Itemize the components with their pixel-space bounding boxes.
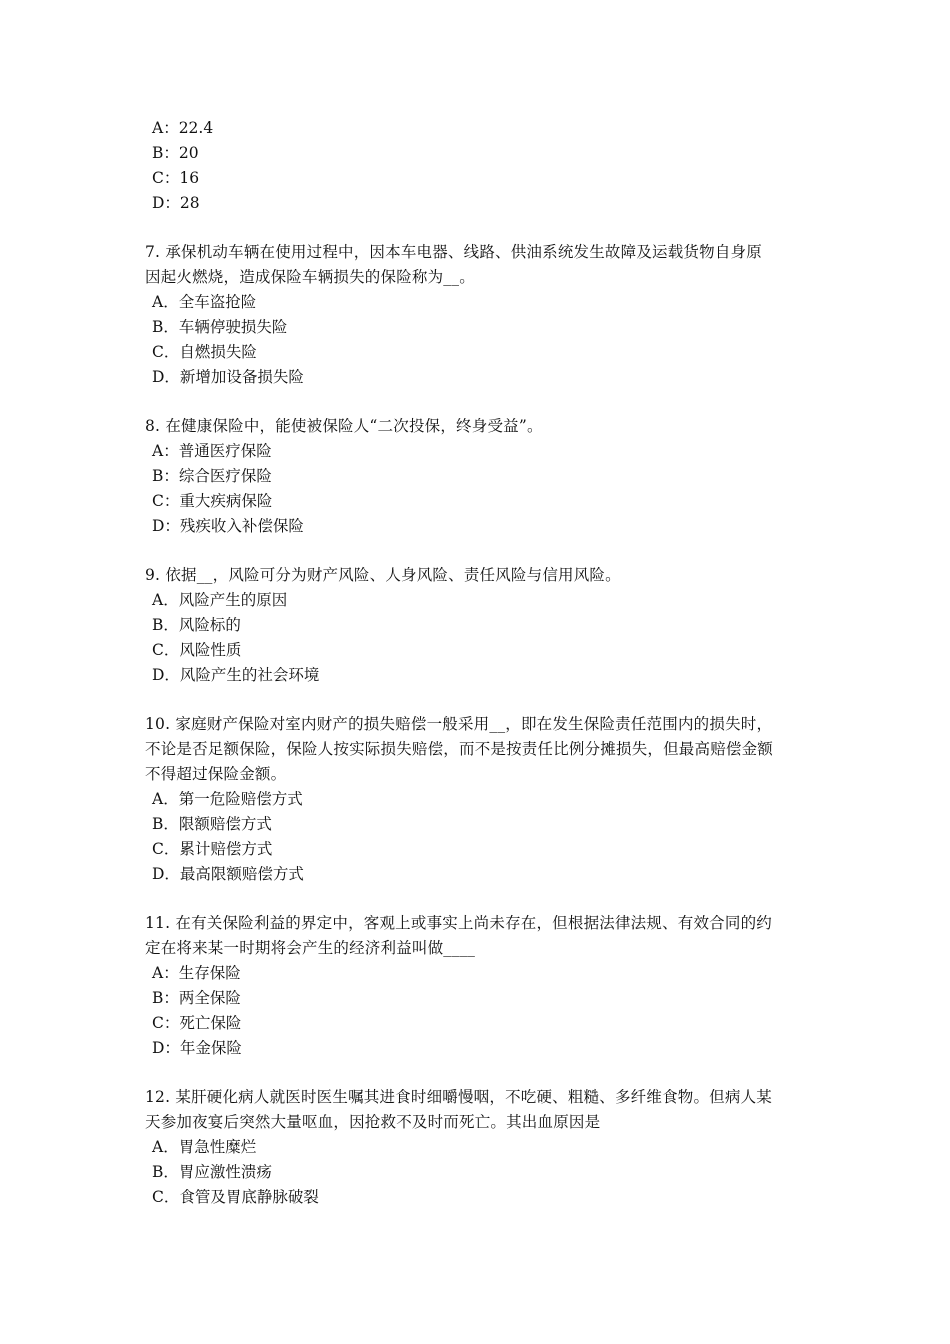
question-7 bbox=[145, 240, 815, 390]
option-c: C：死亡保险 bbox=[152, 1014, 242, 1032]
option-b: B．车辆停驶损失险 bbox=[152, 318, 288, 336]
option-a: A：生存保险 bbox=[152, 964, 241, 982]
option-b: B．胃应激性溃疡 bbox=[152, 1163, 272, 1181]
option-c: C．食管及胃底静脉破裂 bbox=[152, 1188, 319, 1206]
question-8 bbox=[145, 414, 815, 539]
question-block-6-options bbox=[145, 116, 815, 216]
question-11 bbox=[145, 911, 815, 1061]
question-stem-line: 不得超过保险金额。 bbox=[145, 765, 287, 783]
option-c: C：16 bbox=[152, 169, 200, 187]
question-stem-line: 9. 依据__，风险可分为财产风险、人身风险、责任风险与信用风险。 bbox=[145, 566, 621, 584]
option-b: B：综合医疗保险 bbox=[152, 467, 272, 485]
question-12 bbox=[145, 1085, 815, 1210]
option-a: A．风险产生的原因 bbox=[152, 591, 288, 609]
option-d: D：残疾收入补偿保险 bbox=[152, 517, 304, 535]
option-a: A．全车盗抢险 bbox=[152, 293, 257, 311]
option-c: C．累计赔偿方式 bbox=[152, 840, 273, 858]
option-c: C．自燃损失险 bbox=[152, 343, 257, 361]
question-9 bbox=[145, 563, 815, 688]
question-stem-line: 因起火燃烧，造成保险车辆损失的保险称为__。 bbox=[145, 268, 475, 286]
option-b: B：20 bbox=[152, 144, 199, 162]
question-stem-line: 12. 某肝硬化病人就医时医生嘱其进食时细嚼慢咽，不吃硬、粗糙、多纤维食物。但病人某 bbox=[145, 1088, 772, 1106]
option-c: C：重大疾病保险 bbox=[152, 492, 273, 510]
question-stem-line: 不论是否足额保险，保险人按实际损失赔偿，而不是按责任比例分摊损失，但最高赔偿金额 bbox=[145, 740, 774, 758]
option-b: B：两全保险 bbox=[152, 989, 241, 1007]
option-a: A．第一危险赔偿方式 bbox=[152, 790, 303, 808]
option-c: C．风险性质 bbox=[152, 641, 242, 659]
option-d: D．新增加设备损失险 bbox=[152, 368, 304, 386]
option-d: D．风险产生的社会环境 bbox=[152, 666, 320, 684]
question-stem-line: 7. 承保机动车辆在使用过程中，因本车电器、线路、供油系统发生故障及运载货物自身原 bbox=[145, 243, 762, 261]
option-a: A：22.4 bbox=[152, 119, 214, 137]
option-d: D：年金保险 bbox=[152, 1039, 242, 1057]
question-stem-line: 10. 家庭财产保险对室内财产的损失赔偿一般采用__，即在发生保险责任范围内的损失时， bbox=[145, 715, 773, 733]
question-list bbox=[145, 116, 815, 1210]
option-b: B．风险标的 bbox=[152, 616, 241, 634]
option-d: D．最高限额赔偿方式 bbox=[152, 865, 304, 883]
question-stem-line: 定在将来某一时期将会产生的经济利益叫做____ bbox=[145, 939, 476, 957]
question-stem-line: 天参加夜宴后突然大量呕血，因抢救不及时而死亡。其出血原因是 bbox=[145, 1113, 601, 1131]
option-d: D：28 bbox=[152, 194, 200, 212]
question-stem-line: 11. 在有关保险利益的界定中，客观上或事实上尚未存在，但根据法律法规、有效合同的约 bbox=[145, 914, 772, 932]
option-a: A．胃急性糜烂 bbox=[152, 1138, 257, 1156]
question-stem-line: 8. 在健康保险中，能使被保险人“二次投保，终身受益”。 bbox=[145, 417, 543, 435]
option-b: B．限额赔偿方式 bbox=[152, 815, 272, 833]
option-a: A：普通医疗保险 bbox=[152, 442, 272, 460]
question-10 bbox=[145, 712, 815, 887]
